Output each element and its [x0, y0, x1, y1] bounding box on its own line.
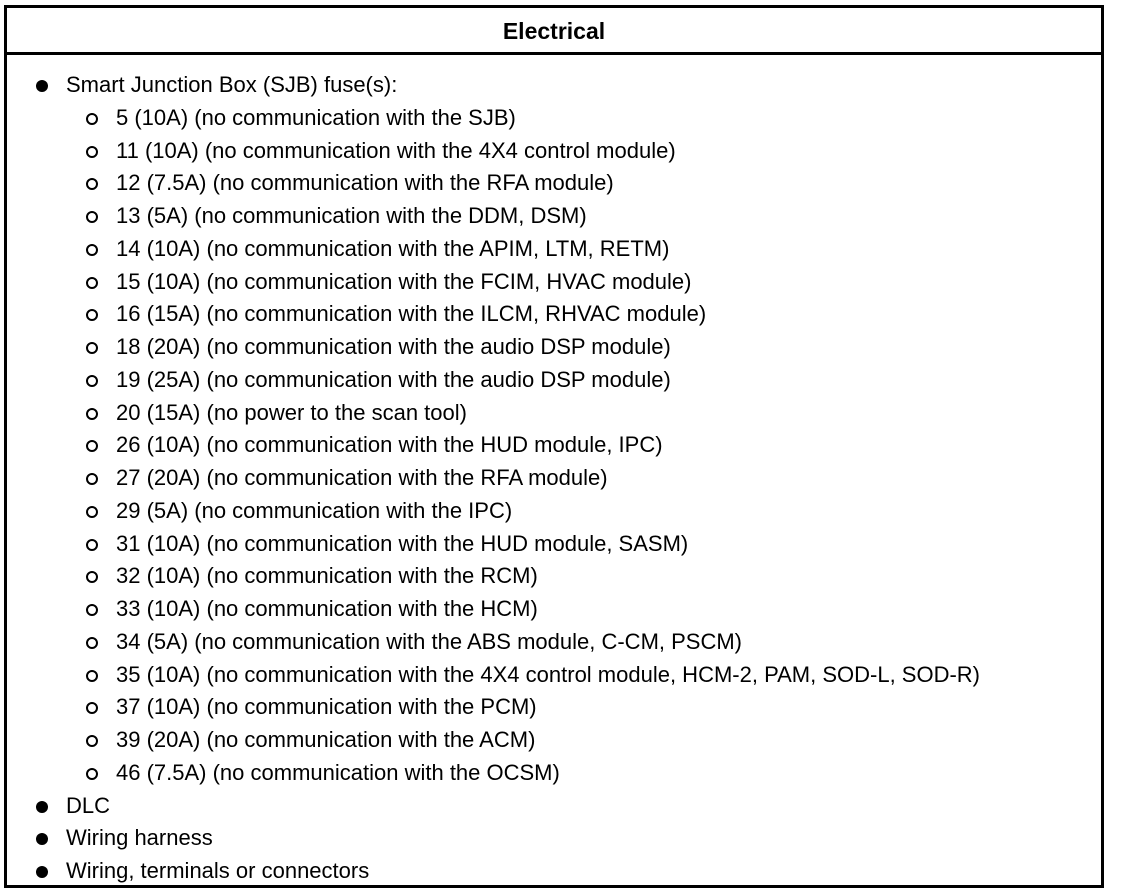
- sub-list-item: [7, 757, 1101, 790]
- table-title: Electrical: [502, 17, 606, 44]
- table-header: [7, 8, 1101, 55]
- sub-list-item: [7, 495, 1101, 528]
- sub-list-item: [7, 266, 1101, 299]
- hollow-bullet-icon: [86, 670, 98, 682]
- sub-list-item: [7, 691, 1101, 724]
- hollow-bullet-icon: [86, 408, 98, 420]
- sub-list-item: [7, 724, 1101, 757]
- sub-list-item-label: 15 (10A) (no communication with the FCIM, HVAC module): [116, 268, 692, 294]
- sub-list-item: [7, 397, 1101, 430]
- list-item-sjb-fuses: [7, 69, 1101, 102]
- sub-list-item-label: 33 (10A) (no communication with the HCM): [116, 596, 538, 621]
- sub-list-item-label: 16 (15A) (no communication with the ILCM, RHVAC module): [116, 301, 707, 327]
- sub-list-item: [7, 429, 1101, 462]
- sub-list-item: [7, 528, 1101, 561]
- sub-list-item-label: 34 (5A) (no communication with the ABS module, C-CM, PSCM): [116, 628, 743, 654]
- list-item-dlc: [7, 790, 1101, 823]
- list-item-label: Wiring harness: [66, 825, 213, 851]
- hollow-bullet-icon: [86, 211, 98, 223]
- sub-list-item-label: 11 (10A) (no communication with the 4X4 control module): [116, 137, 676, 163]
- sub-list-item-label: 19 (25A) (no communication with the audio DSP module): [116, 366, 671, 392]
- hollow-bullet-icon: [86, 571, 98, 583]
- sub-list-item-label: 31 (10A) (no communication with the HUD module, SASM): [116, 530, 689, 556]
- hollow-bullet-icon: [86, 768, 98, 780]
- hollow-bullet-icon: [86, 473, 98, 485]
- sub-list-item-label: 46 (7.5A) (no communication with the OCSM): [116, 759, 560, 785]
- sub-list-item-label: 39 (20A) (no communication with the ACM): [116, 727, 536, 752]
- hollow-bullet-icon: [86, 702, 98, 714]
- list-item-wiring-harness: [7, 822, 1101, 855]
- list-item-wiring-terminals-connectors: [7, 855, 1101, 888]
- sub-list-item-label: 35 (10A) (no communication with the 4X4 control module, HCM-2, PAM, SOD-L, SOD-R): [116, 661, 981, 687]
- hollow-bullet-icon: [86, 277, 98, 289]
- sub-list-item-label: 5 (10A) (no communication with the SJB): [116, 104, 516, 130]
- filled-bullet-icon: [36, 833, 48, 845]
- filled-bullet-icon: [36, 866, 48, 878]
- hollow-bullet-icon: [86, 637, 98, 649]
- hollow-bullet-icon: [86, 604, 98, 616]
- sub-list-item: [7, 167, 1101, 200]
- hollow-bullet-icon: [86, 440, 98, 452]
- hollow-bullet-icon: [86, 375, 98, 387]
- list-item-label: Smart Junction Box (SJB) fuse(s):: [66, 72, 398, 97]
- sub-list-item: [7, 200, 1101, 233]
- sub-list-item: [7, 102, 1101, 135]
- sub-list-item: [7, 593, 1101, 626]
- hollow-bullet-icon: [86, 113, 98, 125]
- hollow-bullet-icon: [86, 309, 98, 321]
- sub-list-item: [7, 364, 1101, 397]
- sub-list-item: [7, 462, 1101, 495]
- hollow-bullet-icon: [86, 342, 98, 354]
- filled-bullet-icon: [36, 80, 48, 92]
- hollow-bullet-icon: [86, 146, 98, 158]
- list-item-label: Wiring, terminals or connectors: [66, 858, 370, 883]
- hollow-bullet-icon: [86, 178, 98, 190]
- sub-list-item-label: 37 (10A) (no communication with the PCM): [116, 694, 537, 720]
- sub-list-item: [7, 135, 1101, 168]
- sub-list-item: [7, 331, 1101, 364]
- sub-list-item: [7, 233, 1101, 266]
- sub-list-item-label: 27 (20A) (no communication with the RFA module): [116, 465, 608, 490]
- filled-bullet-icon: [36, 801, 48, 813]
- sub-list-item-label: 13 (5A) (no communication with the DDM, DSM): [116, 203, 587, 228]
- hollow-bullet-icon: [86, 735, 98, 747]
- sub-list-item-label: 14 (10A) (no communication with the APIM, LTM, RETM): [116, 235, 670, 261]
- sub-list-item: [7, 659, 1101, 692]
- hollow-bullet-icon: [86, 539, 98, 551]
- sub-list-item: [7, 560, 1101, 593]
- sub-list-item-label: 20 (15A) (no power to the scan tool): [116, 399, 467, 425]
- list-item-label: DLC: [66, 792, 111, 818]
- sub-list-item: [7, 626, 1101, 659]
- sub-list-item-label: 32 (10A) (no communication with the RCM): [116, 563, 538, 589]
- sub-list-item-label: 26 (10A) (no communication with the HUD module, IPC): [116, 432, 663, 458]
- hollow-bullet-icon: [86, 506, 98, 518]
- sub-list-item: [7, 298, 1101, 331]
- table-body: [7, 55, 1101, 888]
- sub-list-item-label: 12 (7.5A) (no communication with the RFA module): [116, 170, 614, 196]
- sub-list-item-label: 18 (20A) (no communication with the audio DSP module): [116, 334, 671, 359]
- hollow-bullet-icon: [86, 244, 98, 256]
- electrical-table: [4, 5, 1104, 888]
- sub-list-item-label: 29 (5A) (no communication with the IPC): [116, 497, 513, 523]
